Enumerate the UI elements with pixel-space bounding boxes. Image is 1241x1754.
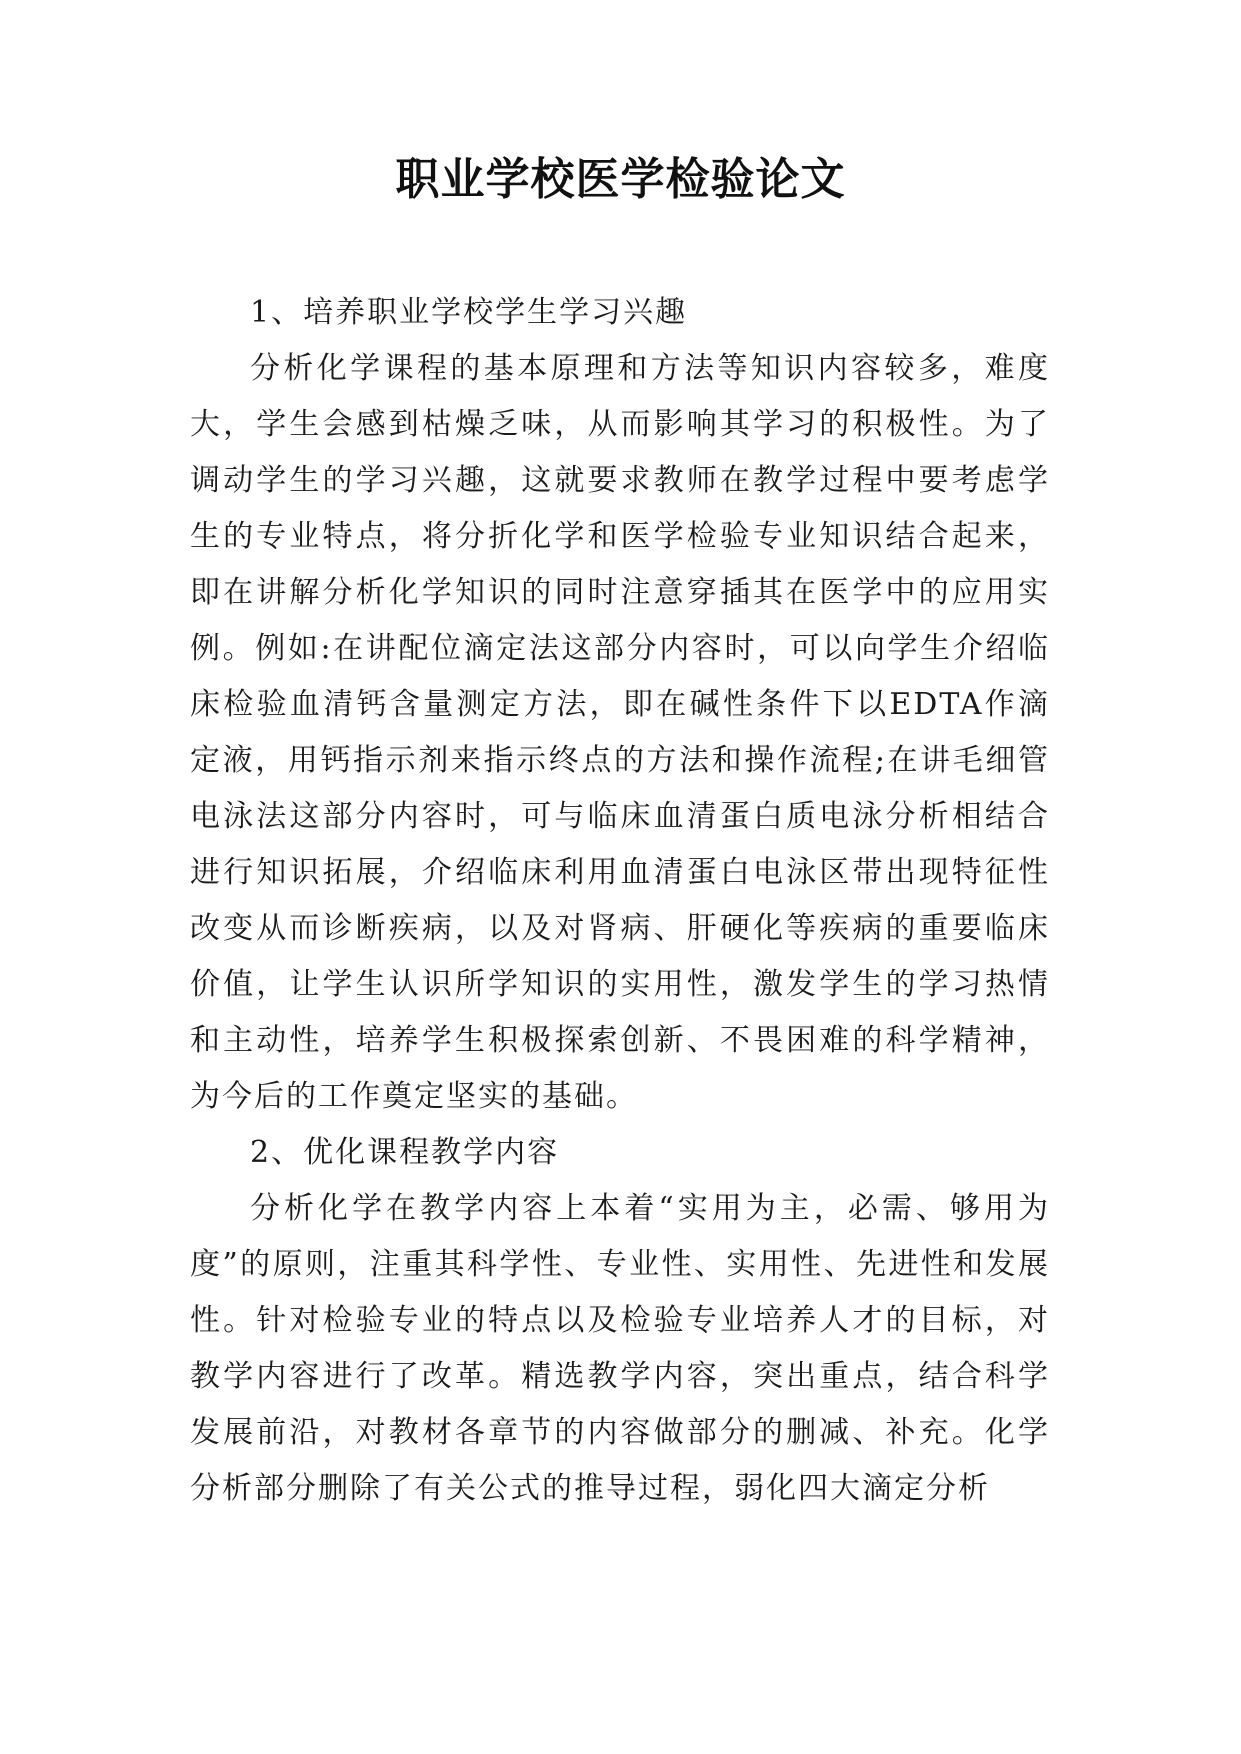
document-body [190,285,1050,1517]
document-title: 职业学校医学检验论文 [395,154,846,205]
section-paragraph-1: 分析化学课程的基本原理和方法等知识内容较多，难度大，学生会感到枯燥乏味，从而影响其学习的积极性。为了调动学生的学习兴趣，这就要求教师在教学过程中要考虑学生的专业特点，将分折化学和医学检验专业知识结合起来，即在讲解分析化学知识的同时注意穿插其在医学中的应用实例。例如:在讲配位滴定法这部分内容时，可以向学生介绍临床检验血清钙含量测定方法，即在碱性条件下以EDTA作滴定液，用钙指示剂来指示终点的方法和操作流程;在讲毛细管电泳法这部分内容时，可与临床血清蛋白质电泳分析相结合进行知识拓展，介绍临床利用血清蛋白电泳区带出现特征性改变从而诊断疾病，以及对肾病、肝硬化等疾病的重要临床价值，让学生认识所学知识的实用性，激发学生的学习热情和主动性，培养学生积极探索创新、不畏困难的科学精神，为今后的工作奠定坚实的基础。 [190,351,1050,1114]
section-heading-2: 2、优化课程教学内容 [250,1135,560,1170]
section-heading-1: 1、培养职业学校学生学习兴趣 [250,295,688,330]
section-paragraph-2: 分析化学在教学内容上本着“实用为主，必需、够用为度”的原则，注重其科学性、专业性、实用性、先进性和发展性。针对检验专业的特点以及检验专业培养人才的目标，对教学内容进行了改革。精选教学内容，突出重点，结合科学发展前沿，对教材各章节的内容做部分的删减、补充。化学分析部分删除了有关公式的推导过程，弱化四大滴定分析 [190,1191,1050,1506]
